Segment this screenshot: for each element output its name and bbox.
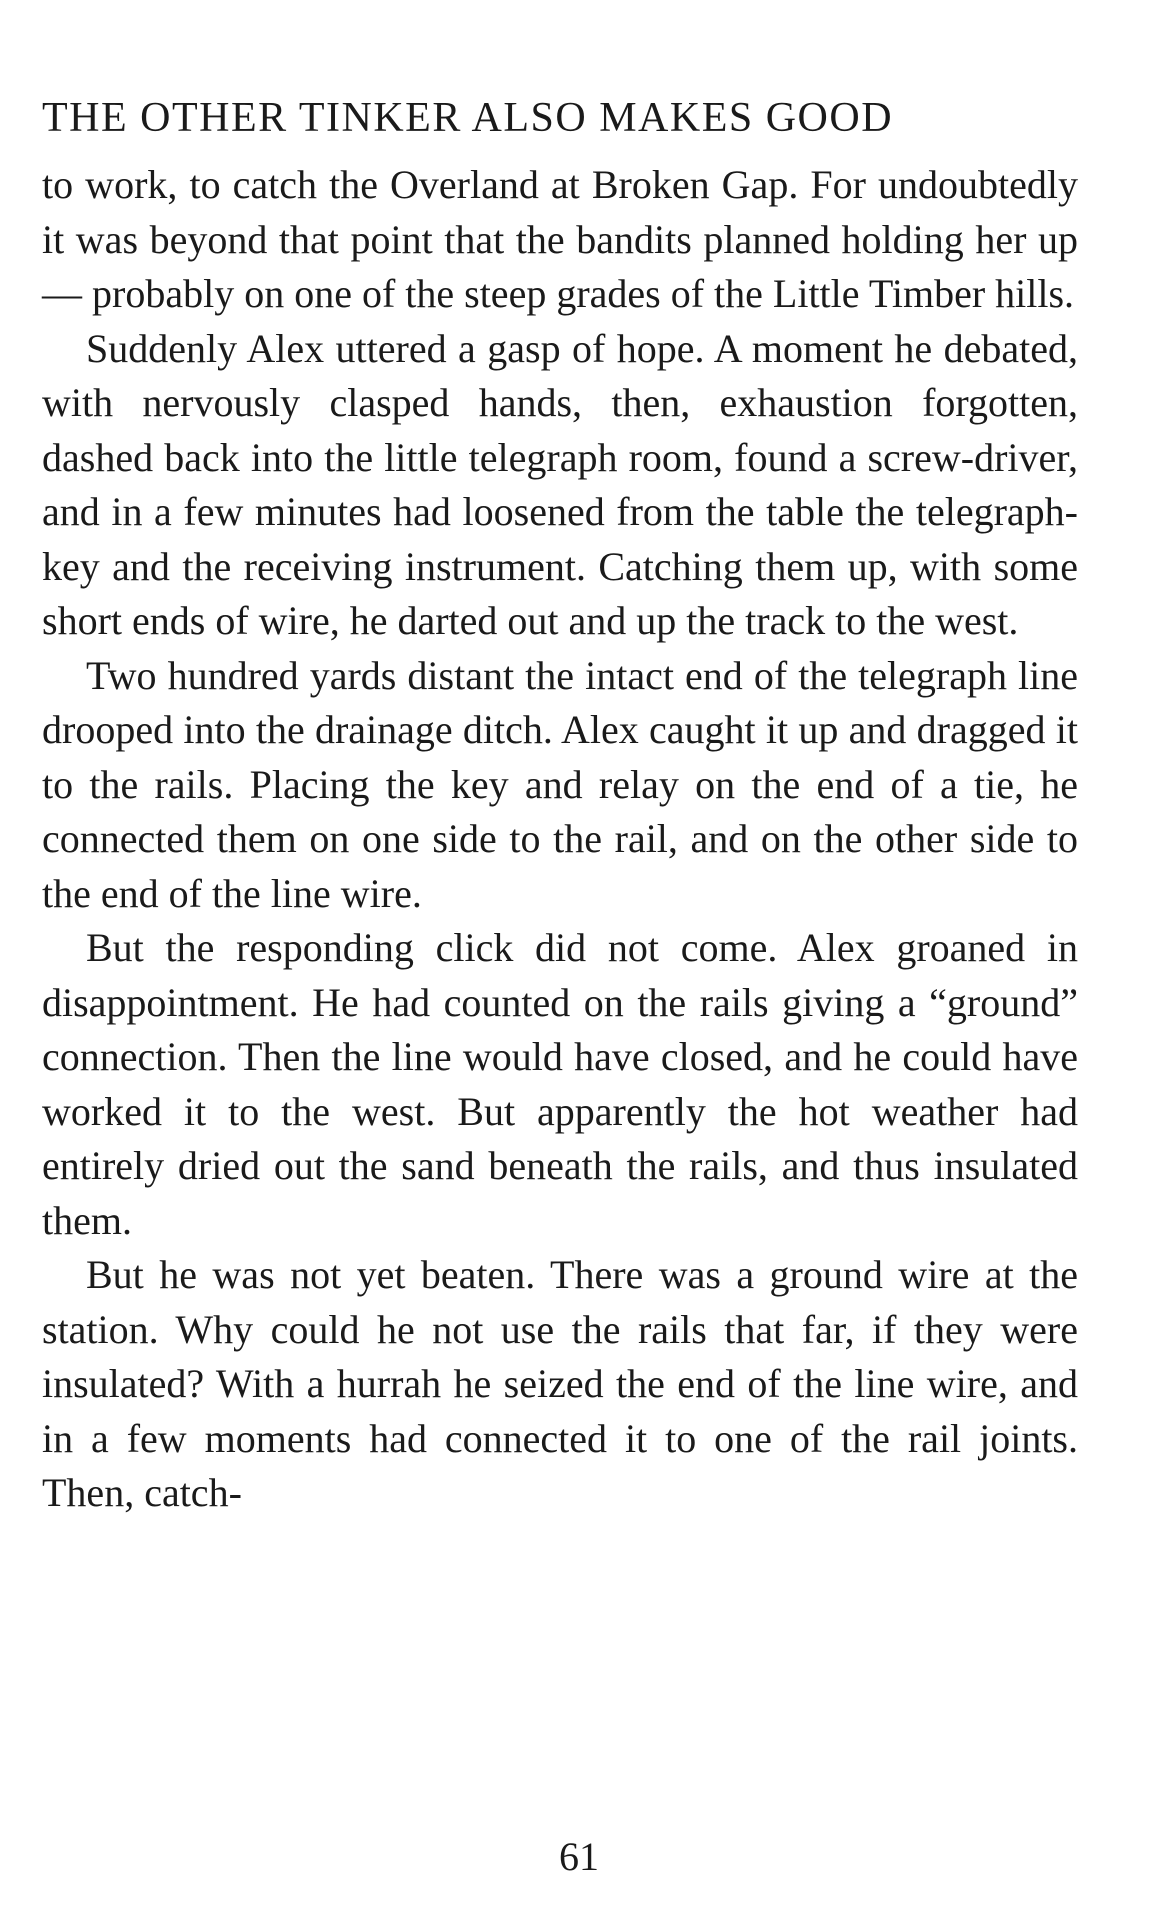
page-number: 61 bbox=[559, 1834, 599, 1879]
paragraph-continuation: to work, to catch the Overland at Broken Gap. For undoubtedly it was beyond that point that the bandits planned holding her up — probably on one of the steep grades of the Little Timber hills. bbox=[42, 162, 1078, 316]
paragraph: Suddenly Alex uttered a gasp of hope. A moment he debated, with nervously clasped hands, then, exhaustion forgotten, dashed back into the little telegraph room, found a screw-driver, and in a few minutes had loosened from the table the telegraph-key and the receiving instrument. Catching them up, with some short ends of wire, he darted out and up the track to the west. bbox=[42, 325, 1078, 643]
paragraph: Two hundred yards distant the intact end of the telegraph line drooped into the drainage ditch. Alex caught it up and dragged it to the rails. Placing the key and relay on the end of a tie, he connected them on one side to the rail, and on the other side to the end of the line wire. bbox=[42, 652, 1078, 916]
book-page bbox=[42, 88, 1078, 1521]
body-text bbox=[42, 158, 1078, 1521]
running-head: THE OTHER TINKER ALSO MAKES GOOD bbox=[42, 95, 894, 141]
paragraph: But he was not yet beaten. There was a ground wire at the station. Why could he not use the rails that far, if they were insulated? With a hurrah he seized the end of the line wire, and in a few moments had connected it to one of the rail joints. Then, catch- bbox=[42, 1252, 1078, 1515]
paragraph: But the responding click did not come. Alex groaned in disappointment. He had counted on the rails giving a “ground” connection. Then the line would have closed, and he could have worked it to the west. But apparently the hot weather had entirely dried out the sand beneath the rails, and thus insulated them. bbox=[42, 925, 1078, 1243]
